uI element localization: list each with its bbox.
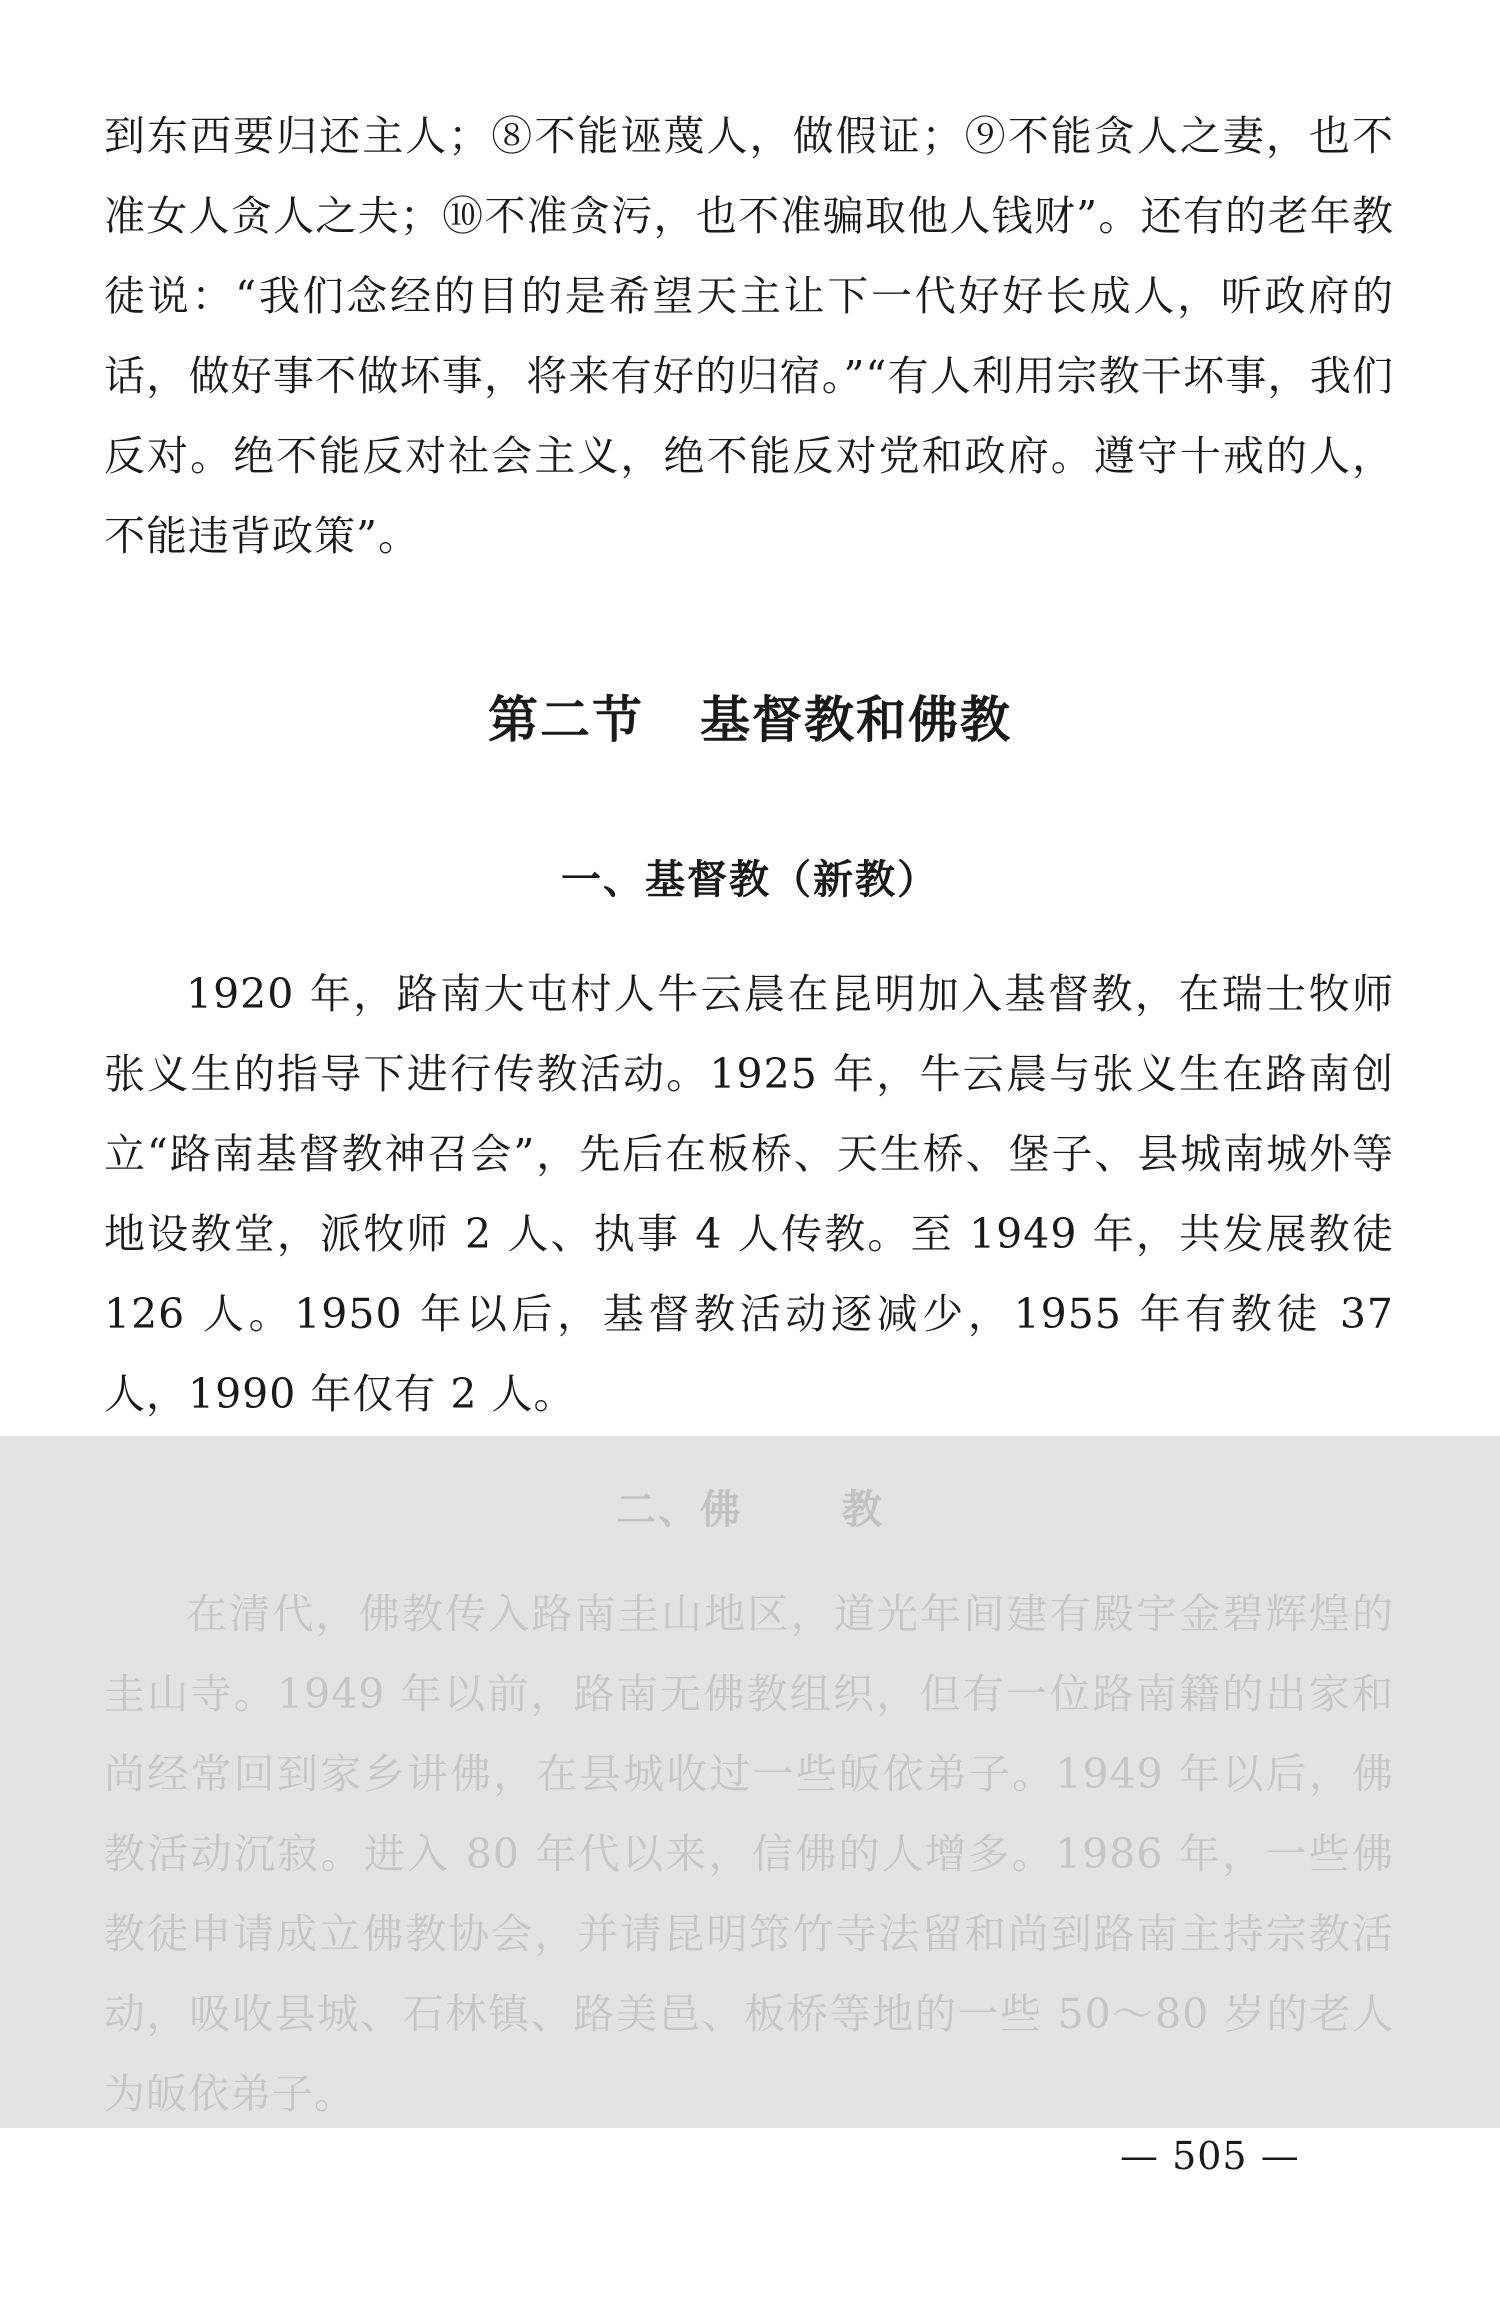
section-number: 第二节 [488,690,644,749]
body-paragraph-ten-commandments: 到东西要归还主人；⑧不能诬蔑人，做假证；⑨不能贪人之妻，也不准女人贪人之夫；⑩不准贪污，也不准骗取他人钱财”。还有的老年教徒说：“我们念经的目的是希望天主让下一代好好长成人，听政府的话，做好事不做坏事，将来有好的归宿。”“有人利用宗教干坏事，我们反对。绝不能反对社会主义，绝不能反对党和政府。遵守十戒的人，不能违背政策”。 [104,112,1394,560]
subheading-buddhism-part2: 教 [842,1486,884,1533]
faded-buddhism-region [0,1436,1500,2128]
body-paragraph-buddhism: 在清代，佛教传入路南圭山地区，道光年间建有殿宇金碧辉煌的圭山寺。1949 年以前，路南无佛教组织，但有一位路南籍的出家和尚经常回到家乡讲佛，在县城收过一些皈依弟子。1949 年以后，佛教活动沉寂。进入 80 年代以来，信佛的人增多。1986 年，一些佛教徒申请成立佛教协会，并请昆明筇竹寺法留和尚到路南主持宗教活动，吸收县城、石林镇、路美邑、板桥等地的一些 50～80 岁的老人为皈依弟子。 [104,1590,1394,2118]
subheading-christianity: 一、基督教（新教） [561,856,939,903]
section-heading [0,680,1500,752]
subheading-buddhism [0,1478,1500,1535]
subheading-buddhism-part1: 二、佛 [616,1486,742,1533]
body-paragraph-christianity: 1920 年，路南大屯村人牛云晨在昆明加入基督教，在瑞士牧师张义生的指导下进行传教活动。1925 年，牛云晨与张义生在路南创立“路南基督教神召会”，先后在板桥、天生桥、堡子、县城南城外等地设教堂，派牧师 2 人、执事 4 人传教。至 1949 年，共发展教徒 126 人。1950 年以后，基督教活动逐减少，1955 年有教徒 37 人，1990 年仅有 2 人。 [104,970,1394,1418]
page-number: — 505 — [1120,2134,1300,2178]
section-title-text: 基督教和佛教 [700,690,1012,749]
